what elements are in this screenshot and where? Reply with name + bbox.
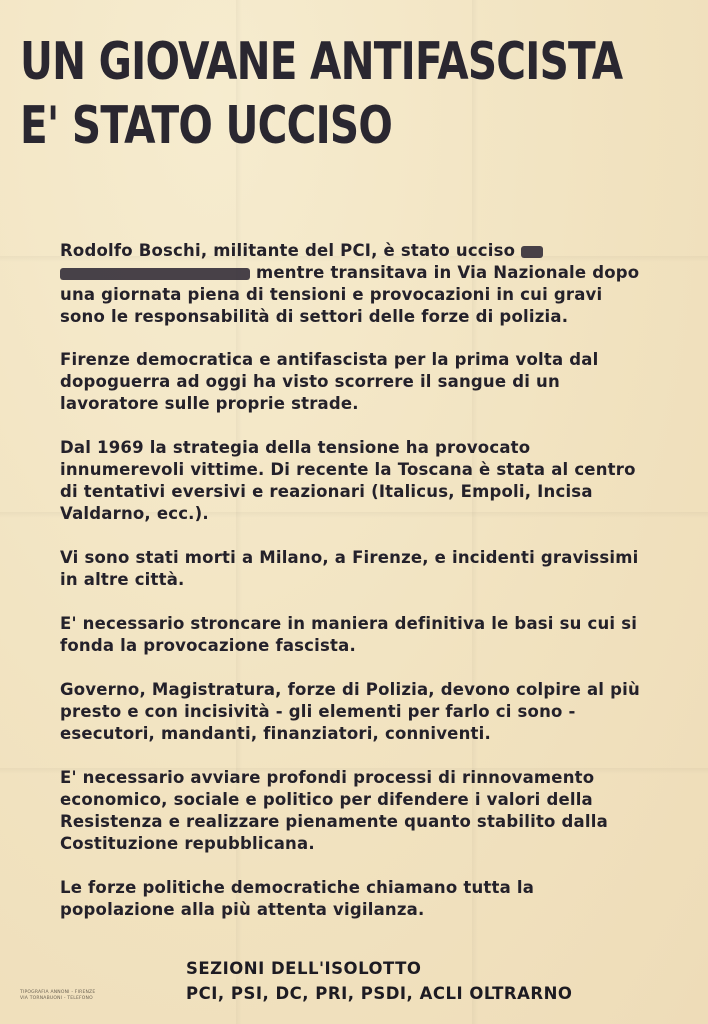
- paragraph-2: Firenze democratica e antifascista per la prima volta dal dopoguerra ad oggi ha visto scorrere il sangue di un lavoratore sulle proprie strade.: [60, 350, 599, 413]
- paragraph-3: Dal 1969 la strategia della tensione ha provocato innumerevoli vittime. Di recente la Toscana è stata al centro di tentativi eversivi e reazionari (Italicus, Empoli, Incisa Valdarno, ecc.).: [60, 438, 636, 523]
- printer-line-1: TIPOGRAFIA ANNONI - FIRENZE: [20, 990, 96, 995]
- signature-block: [186, 956, 656, 1006]
- redaction-mark-2: [60, 268, 250, 280]
- paragraph-1-start: Rodolfo Boschi, militante del PCI, è stato ucciso: [60, 241, 516, 260]
- headline-line-1: UN GIOVANE ANTIFASCISTA: [20, 32, 623, 92]
- headline-line-2: E' STATO UCCISO: [20, 96, 393, 156]
- paragraph-1: [60, 240, 640, 328]
- poster-body: [60, 240, 640, 943]
- paragraph-6: Governo, Magistratura, forze di Polizia, devono colpire al più presto e con incisività - gli elementi per farlo ci sono - esecutori, mandanti, finanziatori, conniventi.: [60, 680, 640, 743]
- paragraph-4: Vi sono stati morti a Milano, a Firenze, e incidenti gravissimi in altre città.: [60, 548, 639, 589]
- redaction-mark-1: [521, 246, 543, 258]
- signature-line-2: PCI, PSI, DC, PRI, PSDI, ACLI OLTRARNO: [186, 984, 573, 1003]
- signature-line-1: SEZIONI DELL'ISOLOTTO: [186, 959, 422, 978]
- printer-imprint: [20, 990, 160, 1002]
- paragraph-5: E' necessario stroncare in maniera definitiva le basi su cui si fonda la provocazione fascista.: [60, 614, 638, 655]
- paragraph-1-end: mentre transitava in Via Nazionale dopo una giornata piena di tensioni e provocazioni in cui gravi sono le responsabilità di settori delle forze di polizia.: [60, 263, 640, 326]
- printer-line-2: VIA TORNABUONI - TELEFONO: [20, 996, 93, 1001]
- paragraph-8: Le forze politiche democratiche chiamano tutta la popolazione alla più attenta vigilanza.: [60, 878, 535, 919]
- paragraph-7: E' necessario avviare profondi processi di rinnovamento economico, sociale e politico per difendere i valori della Resistenza e realizzare pienamente quanto stabilito dalla Costituzione repubblicana.: [60, 768, 608, 853]
- poster-headline: [20, 30, 623, 158]
